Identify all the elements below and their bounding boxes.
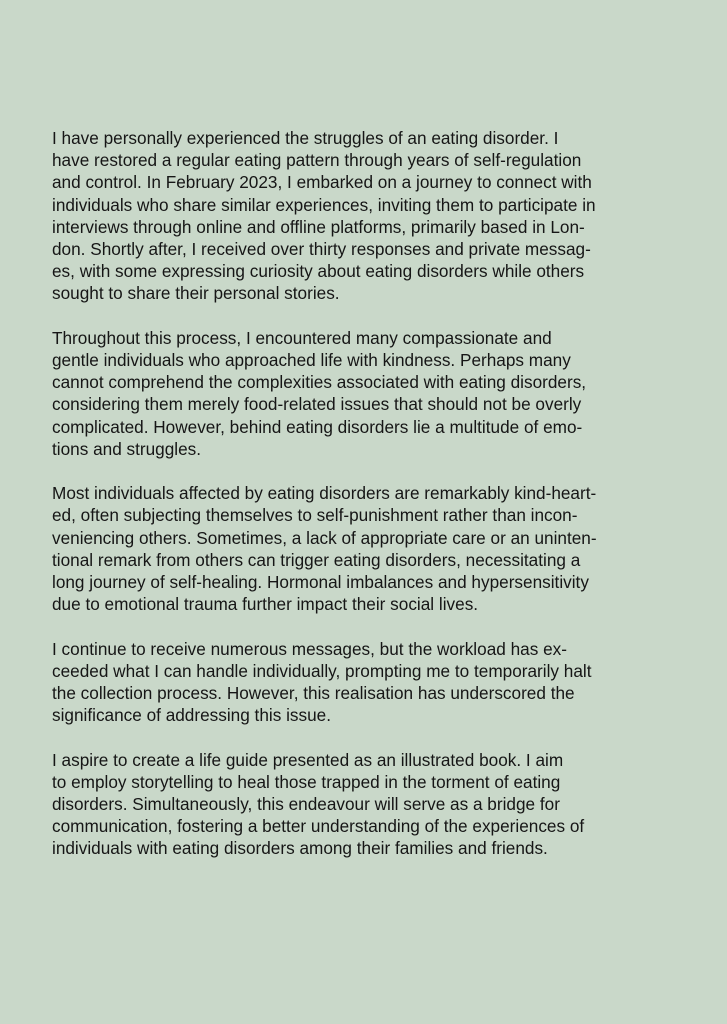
- text-line: and control. In February 2023, I embarked on a journey to connect with: [52, 172, 592, 193]
- text-line: the collection process. However, this realisation has underscored the: [52, 683, 575, 704]
- text-line: to employ storytelling to heal those trapped in the torment of eating: [52, 771, 561, 792]
- text-line: individuals who share similar experiences, inviting them to participate in: [52, 194, 596, 215]
- text-line: tional remark from others can trigger eating disorders, necessitating a: [52, 549, 581, 570]
- text-line: Most individuals affected by eating disorders are remarkably kind-heart-: [52, 483, 597, 504]
- text-line: don. Shortly after, I received over thirty responses and private messag-: [52, 239, 591, 260]
- text-line: complicated. However, behind eating disorders lie a multitude of emo-: [52, 416, 583, 437]
- text-line: I continue to receive numerous messages, but the workload has ex-: [52, 638, 567, 659]
- text-line: long journey of self-healing. Hormonal imbalances and hypersensitivity: [52, 572, 589, 593]
- text-line: es, with some expressing curiosity about eating disorders while others: [52, 261, 585, 282]
- text-line: sought to share their personal stories.: [52, 283, 340, 304]
- text-line: tions and struggles.: [52, 438, 202, 459]
- text-line: gentle individuals who approached life with kindness. Perhaps many: [52, 350, 571, 371]
- paragraph-affected-individuals: [52, 482, 687, 615]
- text-line: cannot comprehend the complexities associated with eating disorders,: [52, 372, 587, 393]
- text-line: significance of addressing this issue.: [52, 705, 331, 726]
- text-line: considering them merely food-related issues that should not be overly: [52, 394, 582, 415]
- paragraph-process: [52, 327, 687, 460]
- text-line: individuals with eating disorders among their families and friends.: [52, 838, 548, 859]
- paragraph-workload: [52, 638, 687, 727]
- text-line: have restored a regular eating pattern through years of self-regulation: [52, 150, 582, 171]
- text-line: I have personally experienced the struggles of an eating disorder. I: [52, 128, 559, 148]
- text-line: interviews through online and offline platforms, primarily based in Lon-: [52, 216, 585, 237]
- paragraph-personal-experience: [52, 127, 687, 305]
- text-line: disorders. Simultaneously, this endeavour will serve as a bridge for: [52, 794, 560, 815]
- text-line: veniencing others. Sometimes, a lack of appropriate care or an uninten-: [52, 527, 597, 548]
- text-line: communication, fostering a better understanding of the experiences of: [52, 816, 585, 837]
- text-line: due to emotional trauma further impact their social lives.: [52, 594, 479, 615]
- paragraph-aspiration: [52, 749, 687, 860]
- text-line: I aspire to create a life guide presented as an illustrated book. I aim: [52, 749, 564, 770]
- text-line: Throughout this process, I encountered many compassionate and: [52, 327, 552, 348]
- text-line: ed, often subjecting themselves to self-punishment rather than incon-: [52, 505, 578, 526]
- text-line: ceeded what I can handle individually, prompting me to temporarily halt: [52, 660, 592, 681]
